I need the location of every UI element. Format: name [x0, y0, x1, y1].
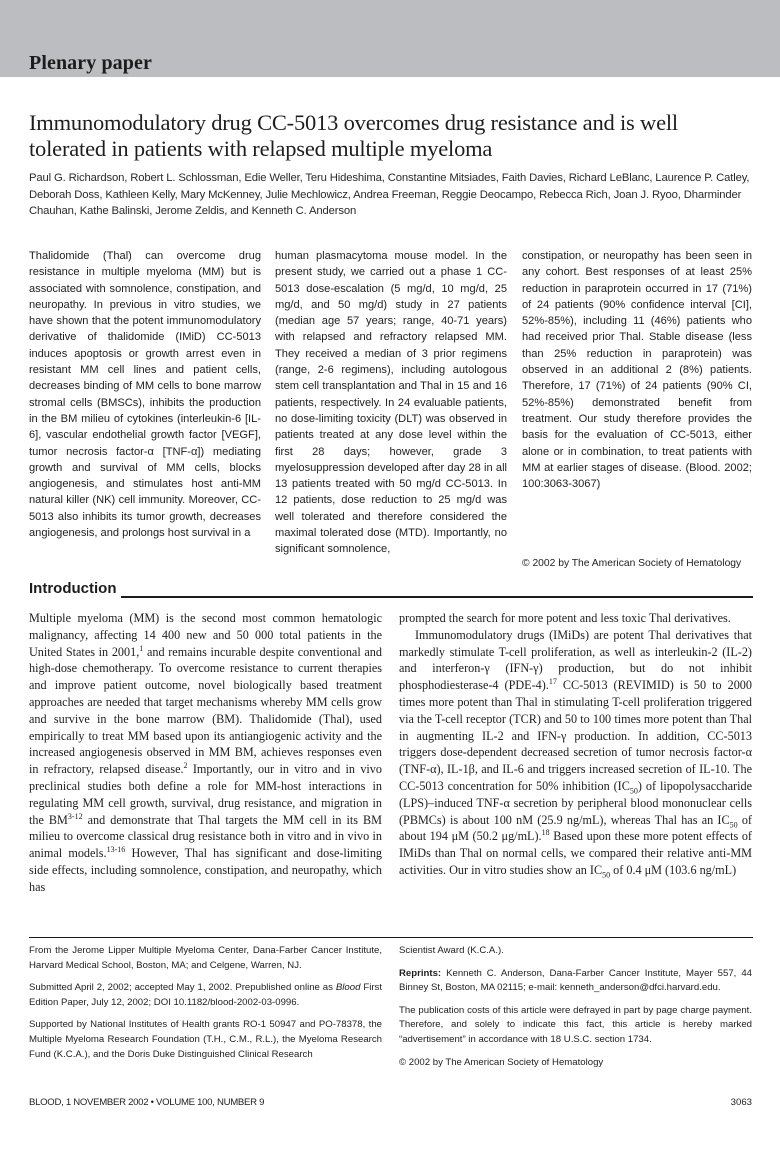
citation-ref[interactable]: 1 — [139, 643, 144, 653]
affiliation-note: From the Jerome Lipper Multiple Myeloma Center, Dana-Farber Cancer Institute, Harvard Medical School, Boston, MA; and Celgene, Warren, NJ. — [29, 945, 382, 971]
introduction-paragraph: prompted the search for more potent and less toxic Thal derivatives. — [399, 611, 731, 625]
text-run: Based upon these more potent effects of IMiDs than Thal on normal cells, we compared their relative anti-MM activities. Our in vitro studies show an IC — [399, 829, 752, 877]
page-number: 3063 — [730, 1097, 752, 1108]
text-run: of 0.4 μM (103.6 ng/mL) — [610, 862, 737, 877]
journal-name: Blood — [335, 982, 361, 994]
introduction-heading: Introduction — [29, 580, 117, 597]
text-run: Importantly, our in vitro and in vivo preclinical studies both define a role for MM-host interactions in regulating MM cell growth, survival, drug resistance, and migration in the BM — [29, 762, 382, 827]
citation-ref[interactable]: 18 — [541, 828, 550, 838]
footnotes-column-2 — [399, 944, 752, 1078]
abstract-column-2: human plasmacytoma mouse model. In the present study, we carried out a phase 1 CC-5013 dose-escalation (5 mg/d, 10 mg/d, 25 mg/d, and 50 mg/d) study in 27 patients (median age 57 years; range, 40-71 years) with relapsed and refractory relapsed MM. They received a median of 3 prior regimens (range, 2-6 regimens), including autologous stem cell transplantation and Thal in 15 and 16 patients, respectively. In 24 evaluable patients, no dose-limiting toxicity (DLT) was observed in patients treated at any dose level within the first 28 days; however, grade 3 myelosuppression developed after day 28 in all 13 patients treated with 50 mg/d CC-5013. In 12 patients, dose reduction to 25 mg/d was well tolerated and therefore considered the maximal tolerated dose (MTD). Importantly, no significant somnolence, — [275, 250, 507, 556]
running-footer: BLOOD, 1 NOVEMBER 2002 • VOLUME 100, NUMBER 9 — [29, 1097, 265, 1108]
text-run: However, Thal has significant and dose-limiting side effects, including somnolence, constipation, and neuropathy, which has — [29, 846, 383, 894]
abstract-column-3: constipation, or neuropathy has been seen in any cohort. Best responses of at least 25% reduction in paraprotein occurred in 17 (71%) of 24 patients (90% confidence interval [CI], 52%-85%), including 11 (46%) patients who had received prior Thal. Stable disease (less than 25% reduction in paraprotein) was observed in an additional 2 (8%) patients. Therefore, 17 (71%) of 24 patients (90% CI, 52%-85%) demonstrated benefit from treatment. Our study therefore provides the basis for the evaluation of CC-5013, either alone or in combination, to treat patients with MM at earlier stages of disease. (Blood. 2002; 100:3063-3067) — [522, 250, 752, 491]
support-note: Supported by National Institutes of Health grants RO-1 50947 and PO-78378, the Multiple Myeloma Research Foundation (T.H., C.M., R.L.), the Myeloma Research Fund (K.C.A.), and the Doris Duke Distinguished Clinical Research — [29, 1019, 382, 1060]
article-title: Immunomodulatory drug CC-5013 overcomes drug resistance and is well tolerated in patients with relapsed multiple myeloma — [29, 110, 678, 161]
reprints-text: Kenneth C. Anderson, Dana-Farber Cancer Institute, Mayer 557, 44 Binney St, Boston, MA 02115; e-mail: kenneth_anderson@dfci.harvard.edu. — [399, 967, 752, 994]
citation-ref[interactable]: 2 — [183, 761, 188, 771]
text-run: Immunomodulatory drugs (IMiDs) are potent Thal derivatives that markedly stimulate T-cell proliferation, as well as interleukin-2 (IL-2) and interferon-γ (IFN-γ) production, but do not inhibit phosphodiesterase-4 (PDE-4). — [399, 627, 752, 693]
abstract-copyright: © 2002 by The American Society of Hematology — [522, 558, 742, 569]
introduction-paragraph — [399, 627, 752, 879]
text-run: ) of lipopolysaccharide (LPS)–induced TNF-α secretion by peripheral blood mononuclear cells (PBMCs) is about 100 nM (25.9 ng/mL), whereas Thal has an IC — [399, 778, 752, 827]
reprints-note — [399, 967, 752, 996]
citation-ref[interactable]: 13-16 — [106, 845, 126, 855]
text-run: CC-5013 (REVIMID) is 50 to 2000 times more potent than Thal in stimulating T-cell proliferation triggered via the T-cell receptor (TCR) and 50 to 100 times more potent than Thal in augmenting IL-2 and IFN-γ production. In addition, CC-5013 triggers dose-dependent decreased secretion of tumor necrosis factor-α (TNF-α), IL-1β, and IL-6 and triggers increased secretion of IL-10. The CC-5013 concentration for 50% inhibition (IC — [399, 678, 752, 793]
introduction-rule — [121, 596, 753, 598]
support-note-continued: Scientist Award (K.C.A.). — [399, 945, 504, 956]
subscript: 50 — [729, 820, 738, 829]
footnotes-column-1 — [29, 944, 382, 1070]
text-run: Submitted April 2, 2002; accepted May 1, 2002. Prepublished online as — [29, 982, 336, 994]
footnote-rule — [29, 937, 753, 938]
submission-note — [29, 981, 382, 1010]
abstract-column-1: Thalidomide (Thal) can overcome drug resistance in multiple myeloma (MM) but is associated with somnolence, constipation, and neuropathy. In previous in vitro studies, we have shown that the potent immunomodulatory derivative of thalidomide (IMiD) CC-5013 induces apoptosis or growth arrest even in resistant MM cell lines and patient cells, decreases binding of MM cells to bone marrow stromal cells (BMSCs), inhibits the production in the BM milieu of cytokines (interleukin-6 [IL-6], vascular endothelial growth factor [VEGF], tumor necrosis factor-α [TNF-α]) mediating growth and survival of MM cells, blocks angiogenesis, and stimulates host anti-MM natural killer (NK) cell immunity. Moreover, CC-5013 also inhibits its tumor growth, decreases angiogenesis, and prolongs host survival in a — [29, 250, 261, 540]
subscript: 50 — [602, 870, 611, 880]
citation-ref[interactable]: 3-12 — [67, 811, 83, 821]
text-run: and demonstrate that Thal targets the MM cell in its BM milieu to overcome classical drug resistance both in vitro and in vivo in animal models. — [29, 812, 382, 861]
subscript: 50 — [629, 786, 638, 796]
text-run: Multiple myeloma (MM) is the second most common hematologic malignancy, affecting 14 400 new and 50 000 total patients in the United States in 2001, — [29, 611, 382, 659]
introduction-paragraph — [29, 610, 382, 896]
citation-ref[interactable]: 17 — [548, 677, 557, 687]
text-run: of about 194 μM (50.2 μg/mL). — [399, 812, 752, 844]
introduction-column-2 — [399, 610, 752, 879]
text-run: and remains incurable despite conventional and high-dose chemotherapy. To overcome resistance to current therapies and improve patient outcome, novel biologically based treatment approaches are needed that target mechanisms whereby MM cells grow and survive in the bone marrow (BM). Thalidomide (Thal), used empirically to treat MM based upon its antiangiogenic activity and the increased angiogenesis observed in MM BM, achieves responses even in refractory, relapsed disease. — [29, 644, 382, 777]
text-run: First Edition Paper, July 12, 2002; DOI 10.1182/blood-2002-03-0996. — [29, 982, 382, 1008]
section-label: Plenary paper — [29, 52, 152, 74]
publication-costs-note: The publication costs of this article were defrayed in part by page charge payment. Therefore, and solely to indicate this fact, this article is hereby marked “advertisement” in accordance with 18 U.S.C. section 1734. — [399, 1004, 752, 1045]
introduction-column-1 — [29, 610, 382, 896]
reprints-label: Reprints: — [399, 967, 442, 979]
author-list: Paul G. Richardson, Robert L. Schlossman, Edie Weller, Teru Hideshima, Constantine Mitsiades, Faith Davies, Richard LeBlanc, Laurence P. Catley, Deborah Doss, Kathleen Kelly, Mary McKenney, Julie Mechlowicz, Andrea Freeman, Reggie Deocampo, Rebecca Rich, Joan J. Ryoo, Dharminder Chauhan, Kathe Balinski, Jerome Zeldis, and Kenneth C. Anderson — [29, 172, 750, 217]
footnote-copyright: © 2002 by The American Society of Hematology — [399, 1056, 604, 1068]
